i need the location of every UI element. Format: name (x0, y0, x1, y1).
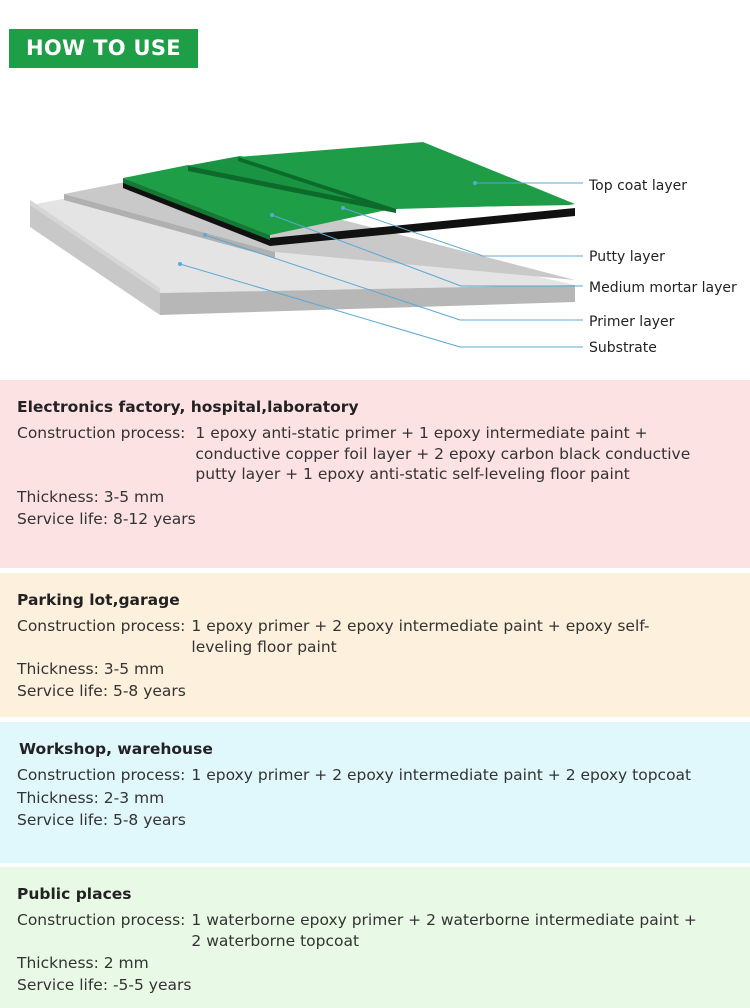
dot-top-coat (473, 181, 477, 185)
section-title: Workshop, warehouse (19, 740, 213, 758)
section-electronics (0, 380, 750, 568)
section-public-places (0, 867, 750, 1008)
process-value: 1 epoxy primer + 2 epoxy intermediate paint + 2 epoxy topcoat (191, 766, 692, 784)
section-parking (0, 573, 750, 717)
label-primer: Primer layer (589, 314, 675, 330)
label-substrate: Substrate (589, 340, 657, 356)
process-label: Construction process: (17, 424, 186, 442)
layer-illustration (0, 80, 750, 380)
process-value: 1 epoxy primer + 2 epoxy intermediate paint + epoxy self-leveling floor paint (191, 617, 650, 656)
construction-process (17, 423, 750, 485)
thickness: Thickness: 3-5 mm (17, 660, 165, 678)
process-value: 1 waterborne epoxy primer + 2 waterborne intermediate paint + 2 waterborne topcoat (191, 911, 697, 950)
process-value: 1 epoxy anti-static primer + 1 epoxy intermediate paint + conductive copper foil layer + 2 epoxy carbon black conductive putty layer + 1 epoxy anti-static self-leveling floor paint (195, 424, 691, 483)
construction-process (17, 616, 750, 657)
section-title: Electronics factory, hospital,laboratory (17, 398, 359, 416)
floor-layer-diagram (0, 80, 750, 380)
dot-mortar (270, 213, 274, 217)
process-label: Construction process: (17, 617, 186, 635)
thickness: Thickness: 3-5 mm (17, 487, 165, 506)
construction-process (17, 910, 750, 951)
section-title: Parking lot,garage (17, 591, 180, 609)
service-life: Service life: -5-5 years (17, 976, 192, 994)
service-life: Service life: 5-8 years (17, 682, 186, 700)
dot-primer (203, 233, 207, 237)
dot-substrate (178, 262, 182, 266)
label-putty: Putty layer (589, 249, 665, 265)
process-label: Construction process: (17, 766, 186, 784)
how-to-use-badge: HOW TO USE (9, 29, 198, 68)
construction-process (17, 765, 750, 786)
label-medium-mortar: Medium mortar layer (589, 280, 737, 296)
service-life: Service life: 5-8 years (17, 810, 186, 829)
section-workshop (0, 722, 750, 863)
service-life: Service life: 8-12 years (17, 509, 196, 528)
thickness: Thickness: 2 mm (17, 954, 149, 972)
thickness: Thickness: 2-3 mm (17, 788, 165, 807)
process-label: Construction process: (17, 911, 186, 929)
label-top-coat: Top coat layer (589, 178, 687, 194)
section-title: Public places (17, 885, 132, 903)
dot-putty (341, 206, 345, 210)
